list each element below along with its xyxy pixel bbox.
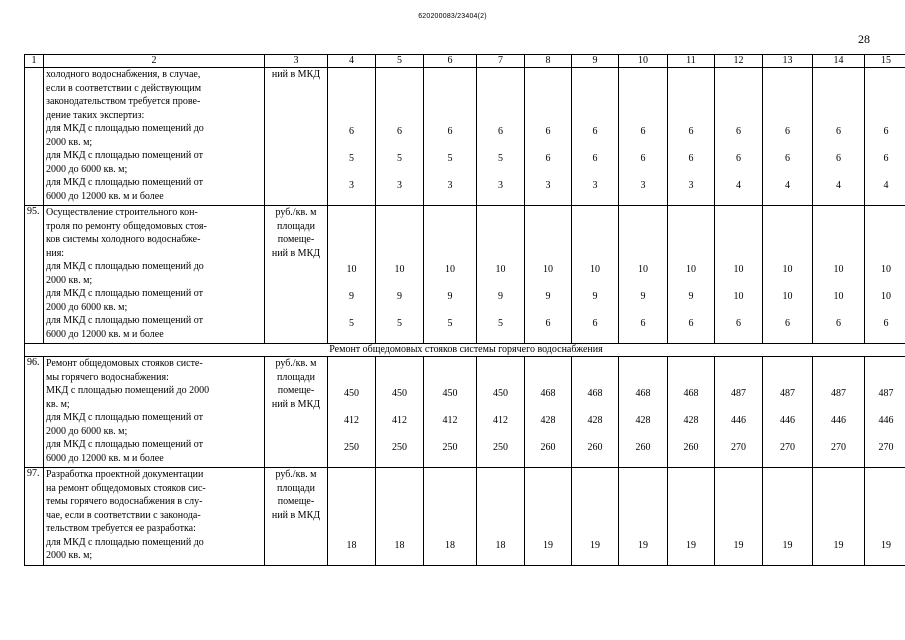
value-cell xyxy=(572,206,619,344)
value: 270 xyxy=(878,442,894,454)
value: 9 xyxy=(349,291,354,303)
row-description xyxy=(44,357,265,468)
col-header: 15 xyxy=(865,55,905,68)
value-cell xyxy=(572,468,619,566)
value: 450 xyxy=(493,388,508,400)
col-header: 9 xyxy=(572,55,619,68)
value: 10 xyxy=(782,264,793,276)
unit-line: ний в МКД xyxy=(271,509,321,521)
unit-line: ний в МКД xyxy=(271,247,321,259)
value: 10 xyxy=(881,264,891,276)
value: 412 xyxy=(442,415,458,427)
value: 3 xyxy=(688,180,694,192)
col-header: 5 xyxy=(376,55,424,68)
value: 19 xyxy=(590,539,600,551)
page-number: 28 xyxy=(858,32,870,46)
col-header: 1 xyxy=(25,55,44,68)
description-line: Ремонт общедомовых стояков систе- xyxy=(46,358,203,369)
value: 10 xyxy=(881,291,891,303)
value: 428 xyxy=(587,415,603,427)
value-cell xyxy=(715,206,763,344)
column-number-row xyxy=(25,55,905,68)
value: 6 xyxy=(736,318,741,330)
value: 6 xyxy=(545,153,551,165)
value: 10 xyxy=(686,264,696,276)
value: 446 xyxy=(878,415,894,427)
value: 6 xyxy=(785,126,790,138)
value: 10 xyxy=(638,264,648,276)
value: 3 xyxy=(640,180,646,192)
col-header: 4 xyxy=(328,55,376,68)
value: 250 xyxy=(344,442,359,454)
description-line: темы горячего водоснабжения в слу- xyxy=(46,496,203,507)
document-code: 620200083/23404(2) xyxy=(418,13,487,20)
unit-line: площади xyxy=(277,371,315,383)
description-line: 6000 до 12000 кв. м и более xyxy=(46,328,164,340)
value: 487 xyxy=(780,388,795,400)
description-line: кв. м; xyxy=(46,398,70,410)
value: 260 xyxy=(635,442,651,454)
value: 9 xyxy=(592,291,598,303)
value: 6 xyxy=(592,153,598,165)
value: 10 xyxy=(590,264,600,276)
value: 10 xyxy=(543,264,553,276)
col-header: 13 xyxy=(763,55,813,68)
unit-line: руб./кв. м xyxy=(275,207,317,218)
value: 260 xyxy=(683,442,699,454)
value: 3 xyxy=(498,180,503,192)
value: 10 xyxy=(833,264,844,276)
value-cell xyxy=(328,68,376,206)
value: 6 xyxy=(836,126,841,138)
value: 468 xyxy=(683,388,699,400)
value: 450 xyxy=(392,388,407,400)
value-cell xyxy=(668,68,715,206)
value: 6 xyxy=(688,153,694,165)
value: 19 xyxy=(833,539,844,551)
value: 9 xyxy=(447,291,453,303)
value: 428 xyxy=(540,415,556,427)
value-cell xyxy=(424,68,477,206)
value: 270 xyxy=(731,442,746,454)
value-cell xyxy=(619,68,668,206)
value-cell xyxy=(865,206,905,344)
value-cell xyxy=(376,68,424,206)
value: 10 xyxy=(495,264,506,276)
value: 9 xyxy=(545,291,551,303)
value: 487 xyxy=(831,388,846,400)
value-cell xyxy=(525,468,572,566)
value: 10 xyxy=(733,291,744,303)
description-line: 6000 до 12000 кв. м и более xyxy=(46,452,164,464)
value: 6 xyxy=(447,126,453,138)
value: 412 xyxy=(392,415,407,427)
value: 6 xyxy=(785,318,790,330)
value: 250 xyxy=(442,442,458,454)
section-header-row xyxy=(25,344,905,357)
col-header: 3 xyxy=(265,55,328,68)
value-cell xyxy=(619,206,668,344)
col-header: 8 xyxy=(525,55,572,68)
description-line: 2000 кв. м; xyxy=(46,274,93,286)
description-line: на ремонт общедомовых стояков сис- xyxy=(46,482,206,494)
value-cell xyxy=(477,468,525,566)
col-header: 2 xyxy=(44,55,265,68)
description-line: тельством требуется ее разработка: xyxy=(46,523,196,534)
value: 446 xyxy=(731,415,746,427)
value-cell xyxy=(525,357,572,468)
value: 5 xyxy=(498,318,503,330)
value: 5 xyxy=(349,153,354,165)
value: 450 xyxy=(344,388,359,400)
unit-line: площади xyxy=(277,220,315,232)
description-line: 2000 до 6000 кв. м; xyxy=(46,425,128,437)
description-line: ков системы холодного водоснабже- xyxy=(46,234,201,245)
description-line: холодного водоснабжения, в случае, xyxy=(46,69,201,80)
value-cell xyxy=(525,206,572,344)
row-description xyxy=(44,468,265,566)
value: 19 xyxy=(543,539,553,551)
value: 6 xyxy=(688,318,694,330)
value: 4 xyxy=(836,180,841,192)
description-line: мы горячего водоснабжения: xyxy=(46,371,169,383)
value: 6 xyxy=(883,126,889,138)
value: 10 xyxy=(782,291,793,303)
value-cell xyxy=(376,206,424,344)
value-cell xyxy=(572,357,619,468)
value: 270 xyxy=(831,442,846,454)
value: 10 xyxy=(833,291,844,303)
row-number: 97. xyxy=(25,468,44,566)
section-title: Ремонт общедомовых стояков системы горячего водоснабжения xyxy=(25,344,905,357)
value-cell xyxy=(424,468,477,566)
tariff-table xyxy=(24,54,905,566)
value: 6 xyxy=(836,318,841,330)
value: 10 xyxy=(394,264,405,276)
value: 260 xyxy=(587,442,603,454)
value-cell xyxy=(865,357,905,468)
value: 5 xyxy=(447,153,453,165)
value: 19 xyxy=(638,539,648,551)
value: 6 xyxy=(349,126,354,138)
value: 6 xyxy=(736,153,741,165)
unit-cell xyxy=(265,468,328,566)
col-header: 10 xyxy=(619,55,668,68)
table-row xyxy=(25,206,905,344)
value-cell xyxy=(813,206,865,344)
value: 3 xyxy=(349,180,354,192)
row-number: 96. xyxy=(25,357,44,468)
row-description xyxy=(44,68,265,206)
unit-line: руб./кв. м xyxy=(275,358,317,369)
value: 4 xyxy=(883,180,889,192)
value-cell xyxy=(813,68,865,206)
description-line: законодательством требуется прове- xyxy=(46,96,201,107)
value-cell xyxy=(668,468,715,566)
value: 6 xyxy=(785,153,790,165)
unit-line: помеще- xyxy=(277,234,315,245)
value: 10 xyxy=(733,264,744,276)
value: 18 xyxy=(445,539,455,551)
value-cell xyxy=(424,206,477,344)
value: 9 xyxy=(640,291,646,303)
value-cell xyxy=(376,357,424,468)
value: 5 xyxy=(498,153,503,165)
value: 6 xyxy=(545,126,551,138)
value: 270 xyxy=(780,442,795,454)
value: 6 xyxy=(397,126,402,138)
value: 6 xyxy=(640,153,646,165)
value-cell xyxy=(525,68,572,206)
description-line: 2000 до 6000 кв. м; xyxy=(46,301,128,313)
value: 412 xyxy=(344,415,359,427)
value: 6 xyxy=(640,318,646,330)
unit-cell xyxy=(265,206,328,344)
description-line: ния: xyxy=(46,247,65,259)
description-line: для МКД с площадью помещений от xyxy=(46,439,203,450)
value-cell xyxy=(668,357,715,468)
description-line: 2000 кв. м; xyxy=(46,550,93,561)
table-row xyxy=(25,468,905,566)
value: 6 xyxy=(592,318,598,330)
value-cell xyxy=(865,68,905,206)
value: 3 xyxy=(447,180,453,192)
description-line: для МКД с площадью помещений от xyxy=(46,288,203,299)
value: 446 xyxy=(780,415,795,427)
value-cell xyxy=(668,206,715,344)
value: 6 xyxy=(498,126,503,138)
description-line: для МКД с площадью помещений от xyxy=(46,412,203,423)
col-header: 6 xyxy=(424,55,477,68)
value: 250 xyxy=(392,442,407,454)
value: 5 xyxy=(397,153,402,165)
value: 6 xyxy=(836,153,841,165)
col-header: 14 xyxy=(813,55,865,68)
value-cell xyxy=(424,357,477,468)
description-line: 2000 до 6000 кв. м; xyxy=(46,163,128,175)
value-cell xyxy=(715,357,763,468)
value: 19 xyxy=(782,539,793,551)
value-cell xyxy=(376,468,424,566)
value: 6 xyxy=(688,126,694,138)
value: 6 xyxy=(545,318,551,330)
value: 9 xyxy=(688,291,694,303)
value: 428 xyxy=(683,415,699,427)
value: 487 xyxy=(878,388,894,400)
value: 5 xyxy=(349,318,354,330)
value-cell xyxy=(763,357,813,468)
value: 450 xyxy=(442,388,458,400)
value: 6 xyxy=(736,126,741,138)
value-cell xyxy=(477,68,525,206)
value: 412 xyxy=(493,415,508,427)
unit-line: ний в МКД xyxy=(271,398,321,410)
description-line: для МКД с площадью помещений от xyxy=(46,315,203,326)
unit-line: площади xyxy=(277,482,315,494)
description-line: Осуществление строительного кон- xyxy=(46,207,198,218)
value: 5 xyxy=(447,318,453,330)
table-row xyxy=(25,68,905,206)
value-cell xyxy=(619,468,668,566)
value-cell xyxy=(328,468,376,566)
description-line: дение таких экспертиз: xyxy=(46,109,145,121)
value: 9 xyxy=(397,291,402,303)
value: 487 xyxy=(731,388,746,400)
value: 18 xyxy=(495,539,506,551)
unit-line: помеще- xyxy=(277,385,315,396)
value: 446 xyxy=(831,415,846,427)
value-cell xyxy=(865,468,905,566)
value-cell xyxy=(328,206,376,344)
description-line: троля по ремонту общедомовых стоя- xyxy=(46,220,207,232)
value-cell xyxy=(715,68,763,206)
value-cell xyxy=(477,357,525,468)
col-header: 12 xyxy=(715,55,763,68)
description-line: для МКД с площадью помещений до xyxy=(46,123,204,134)
value: 4 xyxy=(785,180,790,192)
value-cell xyxy=(813,468,865,566)
value: 6 xyxy=(883,318,889,330)
value: 10 xyxy=(346,264,357,276)
unit-cell xyxy=(265,357,328,468)
value: 18 xyxy=(346,539,357,551)
value: 428 xyxy=(635,415,651,427)
value: 10 xyxy=(445,264,455,276)
description-line: для МКД с площадью помещений до xyxy=(46,261,204,272)
value: 468 xyxy=(540,388,556,400)
unit-line: руб./кв. м xyxy=(275,469,317,480)
description-line: для МКД с площадью помещений от xyxy=(46,177,203,188)
value: 250 xyxy=(493,442,508,454)
description-line: чае, если в соответствии с законода- xyxy=(46,509,201,521)
value: 6 xyxy=(640,126,646,138)
value-cell xyxy=(619,357,668,468)
description-line: для МКД с площадью помещений от xyxy=(46,150,203,161)
value-cell xyxy=(477,206,525,344)
value: 4 xyxy=(736,180,741,192)
value: 468 xyxy=(635,388,651,400)
table-row xyxy=(25,357,905,468)
value-cell xyxy=(572,68,619,206)
row-number: 95. xyxy=(25,206,44,344)
description-line: для МКД с площадью помещений до xyxy=(46,536,204,548)
col-header: 11 xyxy=(668,55,715,68)
description-line: если в соответствии с действующим xyxy=(46,82,202,94)
value-cell xyxy=(813,357,865,468)
value: 6 xyxy=(883,153,889,165)
unit-line: ний в МКД xyxy=(271,69,321,80)
value: 19 xyxy=(733,539,744,551)
value: 18 xyxy=(394,539,405,551)
value-cell xyxy=(763,68,813,206)
description-line: 6000 до 12000 кв. м и более xyxy=(46,190,164,202)
value: 5 xyxy=(397,318,402,330)
value-cell xyxy=(763,468,813,566)
col-header: 7 xyxy=(477,55,525,68)
description-line: МКД с площадью помещений до 2000 xyxy=(46,385,210,396)
row-number xyxy=(25,68,44,206)
row-description xyxy=(44,206,265,344)
value: 3 xyxy=(397,180,402,192)
value: 19 xyxy=(686,539,696,551)
value: 19 xyxy=(881,539,891,551)
unit-line: помеще- xyxy=(277,496,315,507)
value-cell xyxy=(715,468,763,566)
value: 3 xyxy=(592,180,598,192)
value: 9 xyxy=(498,291,503,303)
unit-cell xyxy=(265,68,328,206)
value: 6 xyxy=(592,126,598,138)
description-line: 2000 кв. м; xyxy=(46,136,93,148)
value-cell xyxy=(763,206,813,344)
value: 3 xyxy=(545,180,551,192)
value: 260 xyxy=(540,442,556,454)
value-cell xyxy=(328,357,376,468)
value: 468 xyxy=(587,388,603,400)
description-line: Разработка проектной документации xyxy=(46,469,204,480)
